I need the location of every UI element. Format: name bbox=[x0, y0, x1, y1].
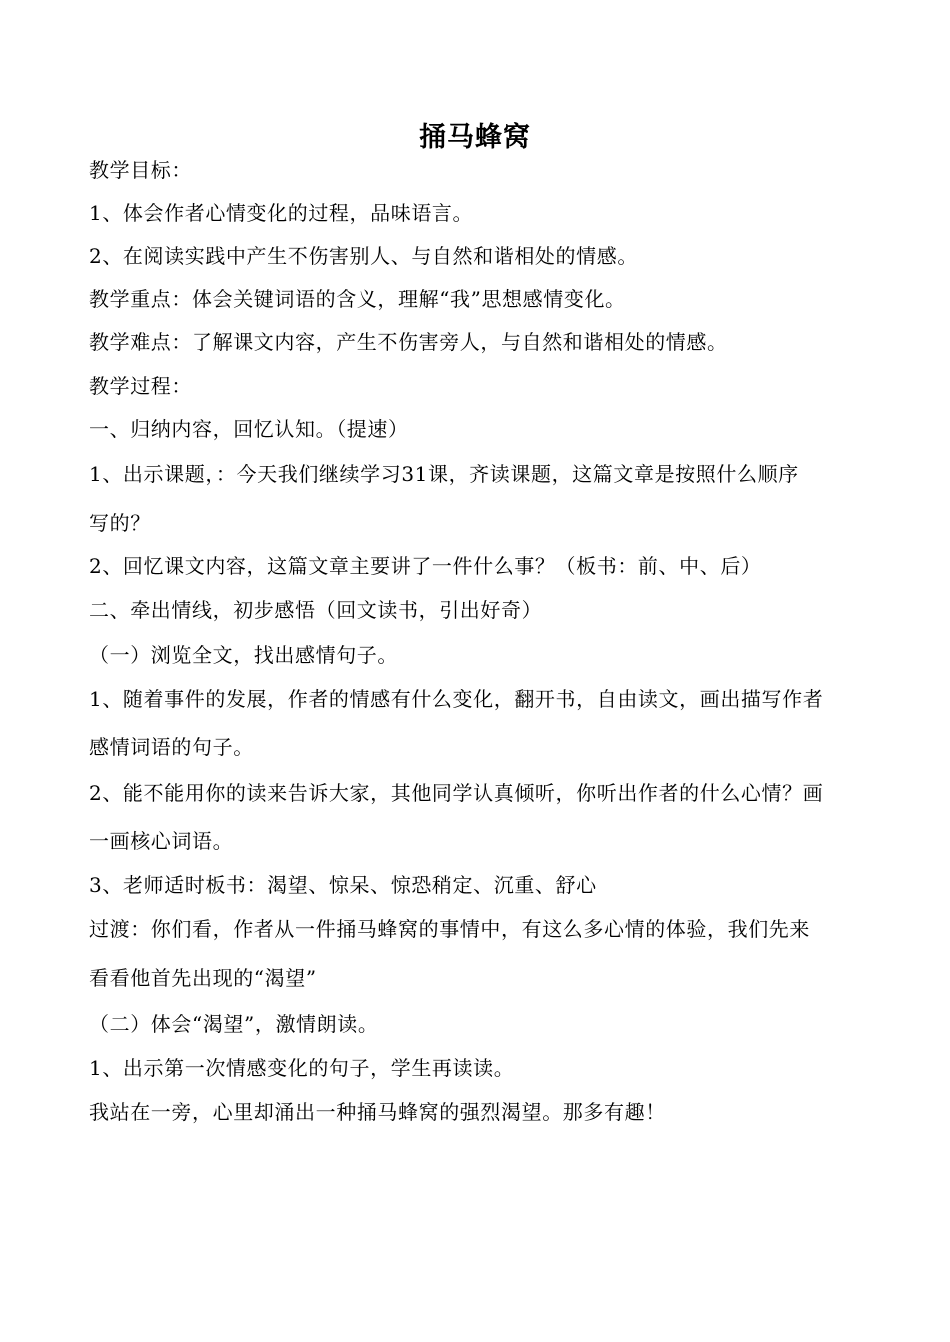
subsection-1-step-1-continued: 感情词语的句子。 bbox=[89, 735, 254, 759]
process-step-1: 1、出示课题，：今天我们继续学习31课，齐读课题，这篇文章是按照什么顺序 bbox=[89, 462, 799, 486]
process-step-1-continued: 写的？ bbox=[89, 511, 151, 535]
subsection-2-heading: （二）体会“渴望”，激情朗读。 bbox=[89, 1012, 379, 1036]
subsection-1-step-1: 1、随着事件的发展，作者的情感有什么变化，翻开书，自由读文，画出描写作者 bbox=[89, 687, 824, 711]
subsection-1-step-2-continued: 一画核心词语。 bbox=[89, 829, 234, 853]
document-title: 捅马蜂窝 bbox=[419, 122, 531, 153]
process-step-2: 2、回忆课文内容，这篇文章主要讲了一件什么事？（板书：前、中、后） bbox=[89, 554, 762, 578]
subsection-2-step-1: 1、出示第一次情感变化的句子，学生再读读。 bbox=[89, 1056, 515, 1080]
subsection-1-step-2: 2、能不能用你的读来告诉大家，其他同学认真倾听，你听出作者的什么心情？画 bbox=[89, 781, 824, 805]
transition-text-continued: 看看他首先出现的“渴望” bbox=[89, 966, 317, 990]
goal-item-2: 2、在阅读实践中产生不伤害别人、与自然和谐相处的情感。 bbox=[89, 244, 638, 268]
subsection-1-heading: （一）浏览全文，找出感情句子。 bbox=[89, 643, 398, 667]
transition-text: 过渡：你们看，作者从一件捅马蜂窝的事情中，有这么多心情的体验，我们先来 bbox=[89, 917, 810, 941]
process-part-2-heading: 二、牵出情线，初步感悟（回文读书，引出好奇） bbox=[89, 598, 543, 622]
teaching-difficulty: 教学难点：了解课文内容，产生不伤害旁人，与自然和谐相处的情感。 bbox=[89, 330, 728, 354]
process-part-1-heading: 一、归纳内容，回忆认知。（提速） bbox=[89, 417, 409, 441]
section-heading-teaching-goals: 教学目标： bbox=[89, 158, 192, 182]
subsection-1-step-3: 3、老师适时板书：渴望、惊呆、惊恐稍定、沉重、舒心 bbox=[89, 873, 597, 897]
goal-item-1: 1、体会作者心情变化的过程，品味语言。 bbox=[89, 201, 474, 225]
section-heading-teaching-process: 教学过程： bbox=[89, 374, 192, 398]
quoted-sentence: 我站在一旁，心里却涌出一种捅马蜂窝的强烈渴望。那多有趣！ bbox=[89, 1100, 666, 1124]
teaching-key-point: 教学重点：体会关键词语的含义，理解“我”思想感情变化。 bbox=[89, 287, 626, 311]
